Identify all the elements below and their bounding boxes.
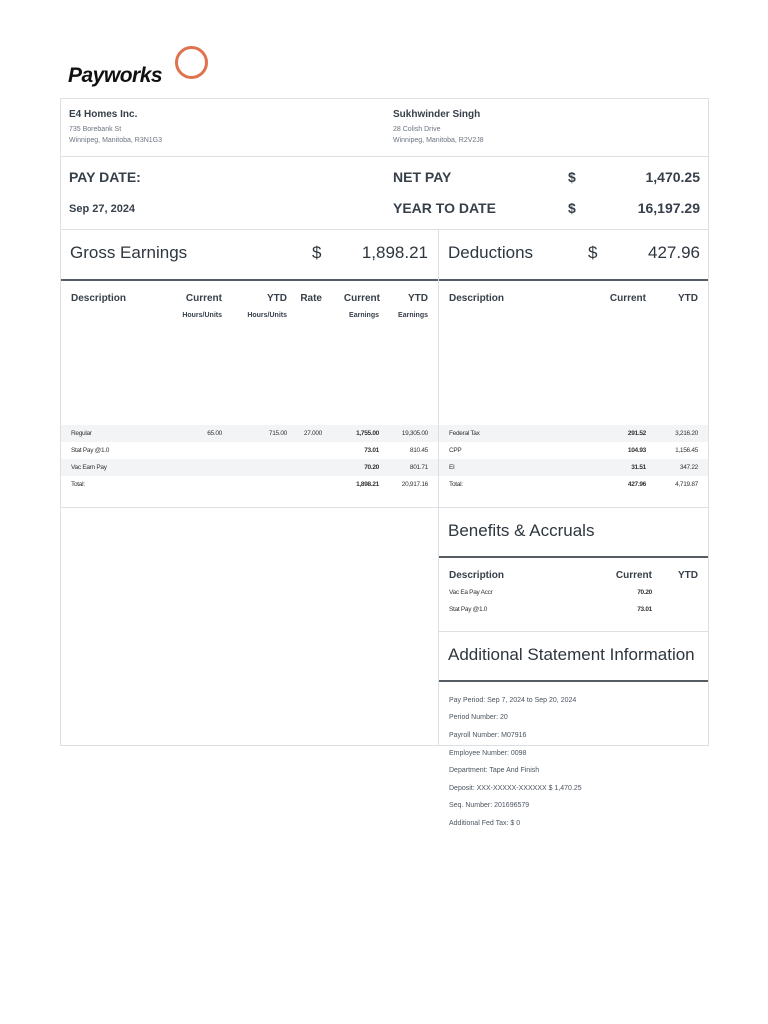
benefits-row-current: 70.20 xyxy=(637,589,652,596)
deductions-col-description: Description xyxy=(449,293,505,304)
payroll-number-line: Payroll Number: M07916 xyxy=(449,732,527,739)
pay-summary-row xyxy=(61,157,708,230)
employee-name: Sukhwinder Singh xyxy=(393,109,481,120)
benefits-col-description: Description xyxy=(449,570,505,581)
net-pay-currency: $ xyxy=(568,169,576,185)
deductions-row-desc: CPP xyxy=(449,447,462,454)
net-pay-value: 1,470.25 xyxy=(645,169,700,185)
ytd-value: 16,197.29 xyxy=(637,200,700,216)
gross-row-ytd-earnings: 19,305.00 xyxy=(401,430,428,437)
gross-col-current-earnings: Current xyxy=(343,293,380,304)
period-number-line: Period Number: 20 xyxy=(449,714,508,721)
employee-number-line: Employee Number: 0098 xyxy=(449,750,527,757)
gross-row-rate: 27.000 xyxy=(303,430,322,437)
pay-statement xyxy=(60,98,709,827)
employee-address-line2: Winnipeg, Manitoba, R2V2J8 xyxy=(393,137,484,144)
gross-row-current-earnings: 1,755.00 xyxy=(356,430,379,437)
address-row xyxy=(61,99,708,157)
deductions-col-current: Current xyxy=(609,293,646,304)
benefits-row-desc: Vac Ea Pay Accr xyxy=(449,589,493,596)
deductions-header xyxy=(439,230,708,281)
deductions-row-current: 31.51 xyxy=(631,464,646,471)
benefits-col-current: Current xyxy=(615,570,652,581)
gross-row-desc: Vac Earn Pay xyxy=(71,464,107,471)
gross-section-divider xyxy=(61,507,438,508)
benefits-header xyxy=(439,508,708,558)
pay-period-line: Pay Period: Sep 7, 2024 to Sep 20, 2024 xyxy=(449,697,577,704)
logo-wordmark: Payworks xyxy=(68,64,163,87)
employer-address-line1: 735 Borebank St xyxy=(69,126,122,133)
gross-earnings-header xyxy=(61,230,438,281)
gross-earnings-title: Gross Earnings xyxy=(70,243,188,262)
deductions-row-current: 291.52 xyxy=(627,430,646,437)
gross-earnings-currency: $ xyxy=(312,243,322,262)
deductions-title: Deductions xyxy=(448,243,534,262)
gross-col-rate: Rate xyxy=(300,293,322,304)
benefits-row-desc: Stat Pay @1.0 xyxy=(449,606,488,613)
deductions-col-ytd: YTD xyxy=(678,293,698,304)
deductions-row-desc: Federal Tax xyxy=(449,430,480,437)
gross-row-desc: Stat Pay @1.0 xyxy=(71,447,110,454)
additional-info-title: Additional Statement Information xyxy=(448,645,695,664)
gross-total-ytd: 20,917.16 xyxy=(401,481,428,488)
pay-date-label: PAY DATE: xyxy=(69,169,141,185)
deductions-total: 427.96 xyxy=(648,243,700,262)
benefits-title: Benefits & Accruals xyxy=(448,521,595,540)
deductions-row-ytd: 1,156.45 xyxy=(675,447,698,454)
gross-row-current-hours: 65.00 xyxy=(207,430,222,437)
employee-address xyxy=(393,109,484,146)
seq-number-line: Seq. Number: 201696579 xyxy=(449,802,530,809)
gross-row-current-earnings: 73.01 xyxy=(364,447,379,454)
employer-name: E4 Homes Inc. xyxy=(69,109,138,120)
benefits-row-current: 73.01 xyxy=(637,606,652,613)
gross-row-current-earnings: 70.20 xyxy=(364,464,379,471)
gross-col-description: Description xyxy=(71,293,127,304)
employee-address-line1: 28 Colish Drive xyxy=(393,126,441,133)
benefits-col-ytd: YTD xyxy=(678,570,698,581)
deductions-row-stripe xyxy=(439,459,708,476)
employer-address-line2: Winnipeg, Manitoba, R3N1G3 xyxy=(69,137,162,144)
net-pay-label: NET PAY xyxy=(393,169,452,185)
department-line: Department: Tape And Finish xyxy=(449,767,540,774)
ytd-label: YEAR TO DATE xyxy=(393,200,496,216)
gross-row-ytd-earnings: 810.45 xyxy=(409,447,428,454)
gross-col-ytd: YTD xyxy=(267,293,287,304)
gross-subcol-current: Hours/Units xyxy=(182,312,222,319)
gross-earnings-section xyxy=(61,230,439,745)
deposit-line: Deposit: XXX-XXXXX-XXXXXX $ 1,470.25 xyxy=(449,785,582,792)
ytd-currency: $ xyxy=(568,200,576,216)
deductions-row-desc: EI xyxy=(449,464,455,471)
gross-row-stripe xyxy=(61,459,438,476)
gross-row-desc: Regular xyxy=(71,430,92,437)
gross-total-current: 1,898.21 xyxy=(356,481,379,488)
deductions-row-ytd: 347.22 xyxy=(679,464,698,471)
logo-ring-icon xyxy=(175,46,208,79)
gross-col-current: Current xyxy=(185,293,222,304)
gross-row-ytd-hours: 715.00 xyxy=(268,430,287,437)
payworks-logo xyxy=(68,46,228,90)
gross-col-ytd-earnings: YTD xyxy=(408,293,428,304)
gross-row-stripe xyxy=(61,425,438,442)
gross-subcol-ytd: Hours/Units xyxy=(247,312,287,319)
gross-total-label: Total: xyxy=(71,481,85,488)
pay-date-value: Sep 27, 2024 xyxy=(69,203,136,215)
deductions-total-current: 427.96 xyxy=(627,481,646,488)
gross-row-ytd-earnings: 801.71 xyxy=(409,464,428,471)
additional-info-header xyxy=(439,632,708,682)
gross-subcol-ytd-earnings: Earnings xyxy=(398,312,428,319)
deductions-total-label: Total: xyxy=(449,481,463,488)
gross-subcol-current-earnings: Earnings xyxy=(349,312,379,319)
right-column xyxy=(439,230,708,827)
deductions-currency: $ xyxy=(588,243,598,262)
employer-address xyxy=(69,109,162,146)
deductions-row-current: 104.93 xyxy=(627,447,646,454)
gross-earnings-total: 1,898.21 xyxy=(361,243,428,262)
deductions-row-ytd: 3,216.20 xyxy=(675,430,698,437)
deductions-total-ytd: 4,719.87 xyxy=(675,481,698,488)
additional-fed-tax-line: Additional Fed Tax: $ 0 xyxy=(449,820,521,827)
